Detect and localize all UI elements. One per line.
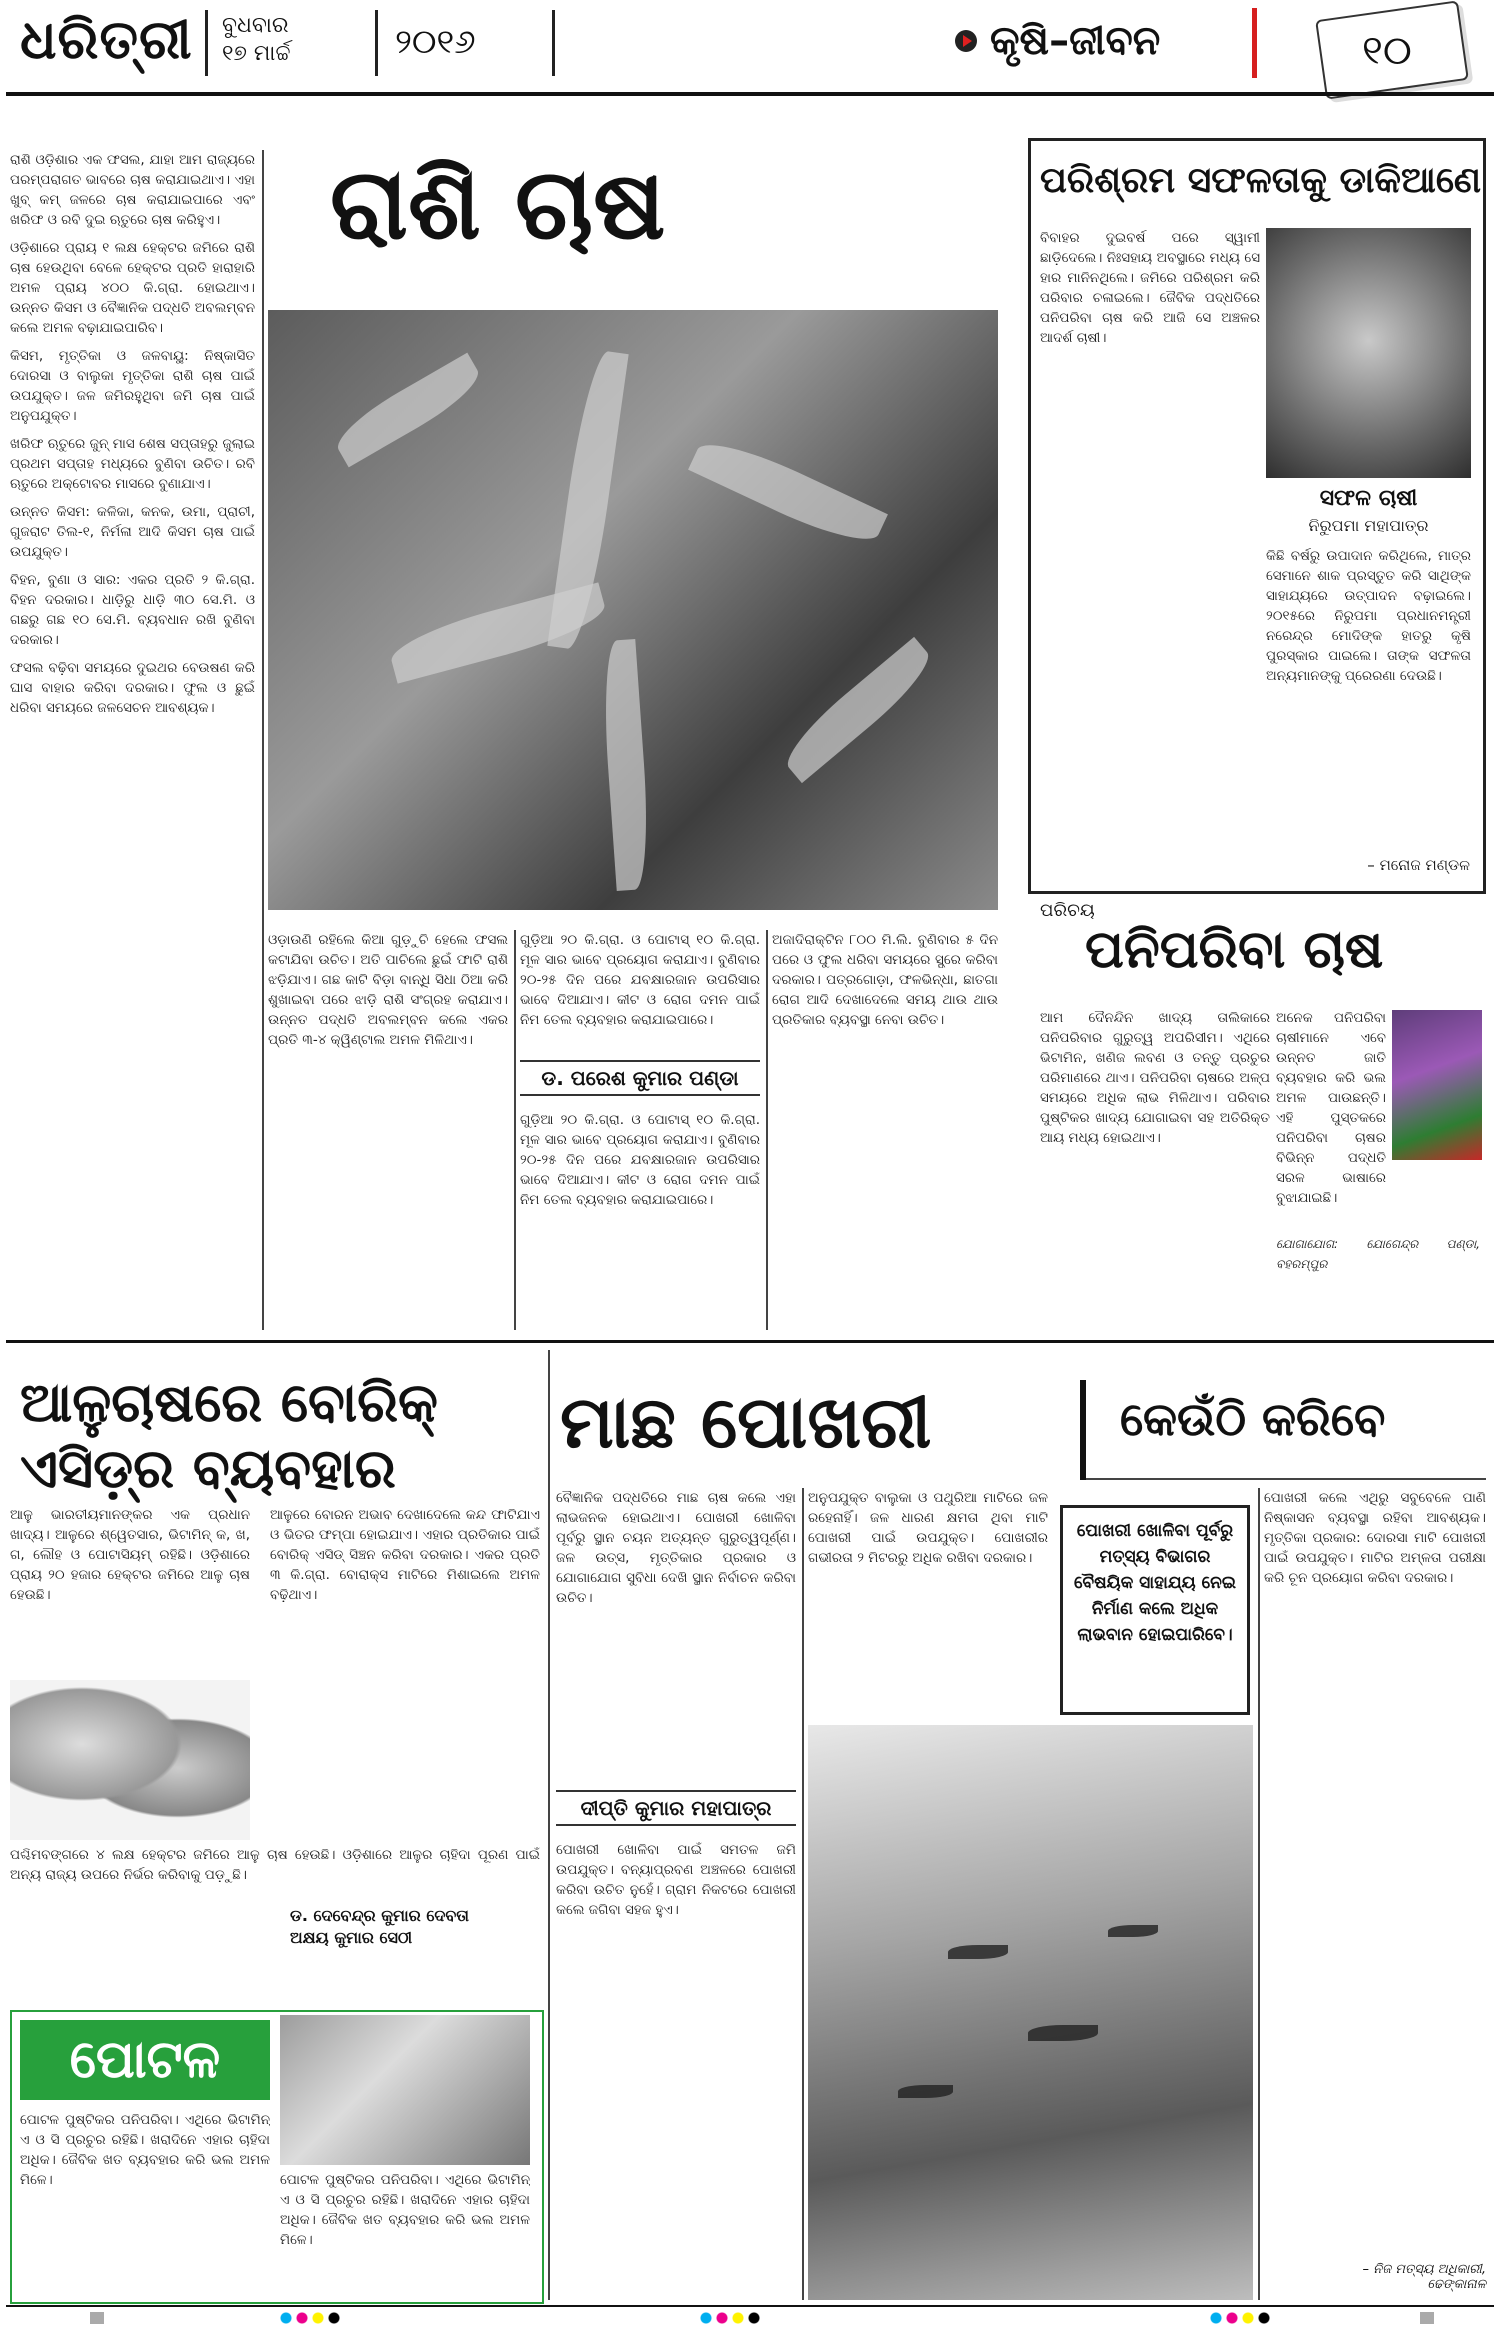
rashi-column-4 — [772, 930, 998, 1330]
parishrama-body-1 — [1040, 228, 1260, 698]
column-rule — [548, 1350, 550, 2300]
weekday: ବୁଧବାର — [222, 13, 289, 38]
column-rule — [514, 930, 516, 1330]
subtitle-rule — [1086, 1478, 1486, 1480]
registration-mark — [90, 2312, 104, 2324]
column-rule — [262, 150, 264, 1330]
paragraph: ଆଳୁ ଭାରତୀୟମାନଙ୍କର ଏକ ପ୍ରଧାନ ଖାଦ୍ୟ। ଆଳୁରେ ଶ୍ୱେତସାର, ଭିଟାମିନ୍ କ, ଖ, ଗ, ଲୌହ ଓ ପୋଟାସିୟମ୍ ରହିଛି। ଓଡ଼ିଶାରେ ପ୍ରାୟ ୨୦ ହଜାର ହେକ୍ଟର ଜମିରେ ଆଳୁ ଚାଷ ହେଉଛି। — [10, 1507, 250, 1603]
cmyk-mark — [280, 2312, 344, 2324]
potala-headline: ପୋଟଳ — [20, 2020, 270, 2100]
author-line-2: ଅକ୍ଷୟ କୁମାର ସେଠୀ — [290, 1928, 413, 1947]
cmyk-mark — [700, 2312, 764, 2324]
macha-column-1 — [556, 1488, 796, 1788]
author-line-1: ଡ. ଦେବେନ୍ଦ୍ର କୁମାର ଦେବତା — [290, 1906, 470, 1925]
section-rule — [6, 1340, 1494, 1343]
paragraph: କିଛି ବର୍ଷରୁ ଉପାଦାନ କରିଥିଲେ, ମାତ୍ର ସେମାନେ ଶାକ ପ୍ରସ୍ତୁତ କରି ସାଥିଙ୍କ ସାହାଯ୍ୟରେ ଉତ୍ପାଦନ ବଢ଼ାଇଲେ। ୨୦୧୫ରେ ନିରୁପମା ପ୍ରଧାନମନ୍ତ୍ରୀ ନରେନ୍ଦ୍ର ମୋଦିଙ୍କ ହାତରୁ କୃଷି ପୁରସ୍କାର ପାଇଲେ। ତାଙ୍କ ସଫଳତା ଅନ୍ୟମାନଙ୍କୁ ପ୍ରେରଣା ଦେଉଛି। — [1266, 548, 1471, 684]
pointed-gourd-photo — [280, 2015, 530, 2165]
rashi-headline: ରାଶି ଚାଷ — [330, 148, 666, 262]
paragraph: ପଶ୍ଚିମବଙ୍ଗରେ ୪ ଲକ୍ଷ ହେକ୍ଟର ଜମିରେ ଆଳୁ ଚାଷ ହେଉଛି। ଓଡ଼ିଶାରେ ଆଳୁର ଚାହିଦା ପୂରଣ ପାଇଁ ଅନ୍ୟ ରାଜ୍ୟ ଉପରେ ନିର୍ଭର କରିବାକୁ ପଡ଼ୁଛି। — [10, 1847, 540, 1883]
paragraph: ବୈଜ୍ଞାନିକ ପଦ୍ଧତିରେ ମାଛ ଚାଷ କଲେ ଏହା ଲାଭଜନକ ହୋଇଥାଏ। ପୋଖରୀ ଖୋଳିବା ପୂର୍ବରୁ ସ୍ଥାନ ଚୟନ ଅତ୍ୟନ୍ତ ଗୁରୁତ୍ୱପୂର୍ଣ୍ଣ। ଜଳ ଉତ୍ସ, ମୃତ୍ତିକାର ପ୍ରକାର ଓ ଯୋଗାଯୋଗ ସୁବିଧା ଦେଖି ସ୍ଥାନ ନିର୍ବାଚନ କରିବା ଉଚିତ। — [556, 1490, 796, 1606]
rashi-column-1 — [10, 150, 255, 1330]
registration-mark — [1420, 2312, 1434, 2324]
potala-body-2 — [280, 2170, 530, 2290]
headline-bar — [1080, 1380, 1086, 1480]
section-title: କୃଷି–ଜୀବନ — [990, 18, 1161, 64]
page-number: ୧୦ — [1362, 28, 1412, 74]
masthead-year: ୨୦୧୬ — [395, 22, 476, 62]
date: ୧୭ ମାର୍ଚ୍ଚ — [222, 41, 291, 66]
paragraph: ପୋଟଳ ପୁଷ୍ଟିକର ପନିପରିବା। ଏଥିରେ ଭିଟାମିନ୍ ଏ ଓ ସି ପ୍ରଚୁର ରହିଛି। ଖରାଦିନେ ଏହାର ଚାହିଦା ଅଧିକ। ଜୈବିକ ଖତ ବ୍ୟବହାର କରି ଭଲ ଅମଳ ମିଳେ। — [20, 2112, 270, 2188]
panipariba-headline: ପନିପରିବା ଚାଷ — [1085, 920, 1384, 980]
sign-line-2: ଢେଙ୍କାନାଳ — [1427, 2277, 1486, 2292]
paragraph: ବିବାହର ଦୁଇବର୍ଷ ପରେ ସ୍ୱାମୀ ଛାଡ଼ିଦେଲେ। ନିଃସହାୟ ଅବସ୍ଥାରେ ମଧ୍ୟ ସେ ହାର ମାନିନଥିଲେ। ଜମିରେ ପରିଶ୍ରମ କରି ପରିବାର ଚଳାଇଲେ। ଜୈବିକ ପଦ୍ଧତିରେ ପନିପରିବା ଚାଷ କରି ଆଜି ସେ ଅଞ୍ଚଳର ଆଦର୍ଶ ଚାଷୀ। — [1040, 230, 1260, 346]
alu-body-3 — [270, 1505, 540, 1835]
paragraph: ଗୁଡ଼ିଆ ୨୦ କି.ଗ୍ରା. ଓ ପୋଟାସ୍ ୧୦ କି.ଗ୍ରା. ମୂଳ ସାର ଭାବେ ପ୍ରୟୋଗ କରାଯାଏ। ବୁଣିବାର ୨୦-୨୫ ଦିନ ପରେ ଯବକ୍ଷାରଜାନ ଉପରିସାର ଭାବେ ଦିଆଯାଏ। କୀଟ ଓ ରୋଗ ଦମନ ପାଇଁ ନିମ ତେଲ ବ୍ୟବହାର କରାଯାଇପାରେ। — [520, 932, 760, 1028]
divider — [205, 10, 208, 76]
macha-column-3 — [1264, 1488, 1486, 2248]
cmyk-mark — [1210, 2312, 1274, 2324]
alu-headline-line-2: ଏସିଡ଼୍ର ବ୍ୟବହାର — [20, 1437, 396, 1500]
alu-body-1 — [10, 1505, 250, 1675]
macha-subtitle: କେଉଁଠି କରିବେ — [1120, 1392, 1386, 1446]
potala-body — [20, 2110, 270, 2290]
parishrama-headline: ପରିଶ୍ରମ ସଫଳତାକୁ ଡାକିଆଣେ — [1040, 160, 1482, 201]
rashi-column-3b — [520, 1110, 760, 1330]
parishrama-body-2 — [1266, 546, 1471, 846]
fish-pond-photo — [808, 1725, 1253, 2300]
farmer-portrait-photo — [1266, 228, 1471, 478]
paragraph: ଫସଲ ବଢ଼ିବା ସମୟରେ ଦୁଇଥର ବେଉଷଣ କରି ଘାସ ବାହାର କରିବା ଦରକାର। ଫୁଲ ଓ ଛୁଇଁ ଧରିବା ସମୟରେ ଜଳସେଚନ ଆବଶ୍ୟକ। — [10, 660, 255, 716]
divider — [375, 10, 378, 76]
paragraph: ପୋଟଳ ପୁଷ୍ଟିକର ପନିପରିବା। ଏଥିରେ ଭିଟାମିନ୍ ଏ ଓ ସି ପ୍ରଚୁର ରହିଛି। ଖରାଦିନେ ଏହାର ଚାହିଦା ଅଧିକ। ଜୈବିକ ଖତ ବ୍ୟବହାର କରି ଭଲ ଅମଳ ମିଳେ। — [280, 2172, 530, 2248]
photo-caption: ସଫଳ ଚାଷୀ — [1319, 486, 1418, 511]
alu-headline — [20, 1370, 438, 1502]
paragraph: ଆଳୁରେ ବୋରନ ଅଭାବ ଦେଖାଦେଲେ କନ୍ଦ ଫାଟିଯାଏ ଓ ଭିତର ଫମ୍ପା ହୋଇଯାଏ। ଏହାର ପ୍ରତିକାର ପାଇଁ ବୋରିକ୍ ଏସିଡ୍ ସିଞ୍ଚନ କରିବା ଦରକାର। ଏକର ପ୍ରତି ୩ କି.ଗ୍ରା. ବୋରାକ୍ସ ମାଟିରେ ମିଶାଇଲେ ଅମଳ ବଢ଼ିଥାଏ। — [270, 1507, 540, 1603]
potatoes-photo — [10, 1680, 250, 1840]
panipariba-kicker: ପରିଚୟ — [1040, 900, 1095, 921]
vegetables-book-cover — [1392, 1010, 1482, 1160]
rashi-author: ଡ. ପରେଶ କୁମାର ପଣ୍ଡା — [520, 1060, 760, 1096]
paragraph: ଓଡ଼ାଉଣି ରହିଲେ କିଆ ଗୁଡ଼ୁଚି ହେଲେ ଫସଲ କଟାଯିବା ଉଚିତ। ଅତି ପାଚିଲେ ଛୁଇଁ ଫାଟି ରାଶି ଝଡ଼ିଯାଏ। ଗଛ କାଟି ବିଡ଼ା ବାନ୍ଧି ସିଧା ଠିଆ କରି ଶୁଖାଇବା ପରେ ଝାଡ଼ି ରାଶି ସଂଗ୍ରହ କରାଯାଏ। ଉନ୍ନତ ପଦ୍ଧତି ଅବଲମ୍ବନ କଲେ ଏକର ପ୍ରତି ୩-୪ କ୍ୱିଣ୍ଟାଲ ଅମଳ ମିଳିଥାଏ। — [268, 932, 508, 1048]
paragraph: ଅନୁପଯୁକ୍ତ ବାଲୁକା ଓ ପଥୁରିଆ ମାଟିରେ ଜଳ ରହେନାହିଁ। ଜଳ ଧାରଣ କ୍ଷମତା ଥିବା ମାଟି ପୋଖରୀ ପାଇଁ ଉପଯୁକ୍ତ। ପୋଖରୀର ଗଭୀରତା ୨ ମିଟରରୁ ଅଧିକ ରଖିବା ଦରକାର। — [808, 1490, 1048, 1566]
paragraph: ଅଜାଦିରାକ୍ଟିନ ୮୦୦ ମି.ଲି. ବୁଣିବାର ୫ ଦିନ ପରେ ଓ ଫୁଲ ଧରିବା ସମୟରେ ସ୍ପ୍ରେ କରିବା ଦରକାର। ପତ୍ରଗୋଡ଼ା, ଫଳଭିନ୍ଧା, ଛାତଗା ରୋଗ ଆଦି ଦେଖାଦେଲେ ସମୟ ଥାଉ ଥାଉ ପ୍ରତିକାର ବ୍ୟବସ୍ଥା ନେବା ଉଚିତ। — [772, 932, 998, 1028]
accent-bar — [1252, 8, 1257, 78]
alu-author — [290, 1905, 540, 1949]
paragraph: ଓଡ଼ିଶାରେ ପ୍ରାୟ ୧ ଲକ୍ଷ ହେକ୍ଟର ଜମିରେ ରାଶି ଚାଷ ହେଉଥିବା ବେଳେ ହେକ୍ଟର ପ୍ରତି ହାରାହାରି ଅମଳ ପ୍ରାୟ ୪୦୦ କି.ଗ୍ରା. ହୋଇଥାଏ। ଉନ୍ନତ କିସମ ଓ ବୈଜ୍ଞାନିକ ପଦ୍ଧତି ଅବଲମ୍ବନ କଲେ ଅମଳ ବଢ଼ାଯାଇପାରିବ। — [10, 240, 255, 336]
macha-sign — [1290, 2262, 1486, 2292]
paragraph: ଆମ ଦୈନନ୍ଦିନ ଖାଦ୍ୟ ତାଲିକାରେ ପନିପରିବାର ଗୁରୁତ୍ୱ ଅପରିସୀମ। ଏଥିରେ ଭିଟାମିନ, ଖଣିଜ ଲବଣ ଓ ତନ୍ତୁ ପ୍ରଚୁର ପରିମାଣରେ ଥାଏ। ପନିପରିବା ଚାଷରେ ଅଳ୍ପ ସମୟରେ ଅଧିକ ଲାଭ ମିଳିଥାଏ। ପରିବାର ପୁଷ୍ଟିକର ଖାଦ୍ୟ ଯୋଗାଇବା ସହ ଅତିରିକ୍ତ ଆୟ ମଧ୍ୟ ହୋଇଥାଏ। — [1040, 1010, 1270, 1146]
rashi-column-2 — [268, 930, 508, 1330]
play-icon — [955, 30, 977, 52]
panipariba-body-1 — [1040, 1008, 1270, 1328]
macha-column-1b — [556, 1840, 796, 2300]
column-rule — [766, 930, 768, 1330]
paragraph: ଖରିଫ ଋତୁରେ ଜୁନ୍ ମାସ ଶେଷ ସପ୍ତାହରୁ ଜୁଲାଇ ପ୍ରଥମ ସପ୍ତାହ ମଧ୍ୟରେ ବୁଣିବା ଉଚିତ। ରବି ଋତୁରେ ଅକ୍ଟୋବର ମାସରେ ବୁଣାଯାଏ। — [10, 436, 255, 492]
top-rule — [6, 92, 1494, 96]
macha-author: ଦୀପ୍ତି କୁମାର ମହାପାତ୍ର — [556, 1790, 796, 1826]
parishrama-author: – ମନୋଜ ମଣ୍ଡଳ — [1367, 856, 1470, 874]
masthead-date — [222, 12, 291, 68]
paragraph: ପୋଖରୀ ଖୋଳିବା ପାଇଁ ସମତଳ ଜମି ଉପଯୁକ୍ତ। ବନ୍ୟାପ୍ରବଣ ଅଞ୍ଚଳରେ ପୋଖରୀ କରିବା ଉଚିତ ନୁହେଁ। ଗ୍ରାମ ନିକଟରେ ପୋଖରୀ କଲେ ଜଗିବା ସହଜ ହୁଏ। — [556, 1842, 796, 1918]
paragraph: ଉନ୍ନତ କିସମ: କଳିକା, କନକ, ଉମା, ପ୍ରାଚୀ, ଗୁଜରାଟ ତିଲ-୧, ନିର୍ମଳା ଆଦି କିସମ ଚାଷ ପାଇଁ ଉପଯୁକ୍ତ। — [10, 504, 255, 560]
masthead-logo: ଧରିତ୍ରୀ — [20, 8, 193, 71]
panipariba-contact — [1276, 1234, 1480, 1294]
paragraph: ବିହନ, ବୁଣା ଓ ସାର: ଏକର ପ୍ରତି ୨ କି.ଗ୍ରା. ବିହନ ଦରକାର। ଧାଡ଼ିରୁ ଧାଡ଼ି ୩୦ ସେ.ମି. ଓ ଗଛରୁ ଗଛ ୧୦ ସେ.ମି. ବ୍ୟବଧାନ ରଖି ବୁଣିବା ଦରକାର। — [10, 572, 255, 648]
rashi-column-3 — [520, 930, 760, 1050]
sesame-plant-photo — [268, 310, 998, 910]
sign-line-1: – ନିଜ ମତ୍ସ୍ୟ ଅଧିକାରୀ, — [1362, 2262, 1486, 2277]
panipariba-body-2 — [1276, 1008, 1386, 1228]
paragraph: କିସମ, ମୃତ୍ତିକା ଓ ଜଳବାୟୁ: ନିଷ୍କାସିତ ଦୋରସା ଓ ବାଲୁକା ମୃତ୍ତିକା ରାଶି ଚାଷ ପାଇଁ ଉପଯୁକ୍ତ। ଜଳ ଜମିରହୁଥିବା ଜମି ଚାଷ ପାଇଁ ଅନୁପଯୁକ୍ତ। — [10, 348, 255, 424]
bottom-rule — [6, 2305, 1494, 2307]
paragraph: ଅନେକ ପନିପରିବା ଚାଷୀମାନେ ଏବେ ଉନ୍ନତ ଜାତି ବ୍ୟବହାର କରି ଭଲ ଅମଳ ପାଉଛନ୍ତି। ଏହି ପୁସ୍ତକରେ ପନିପରିବା ଚାଷର ବିଭିନ୍ନ ପଦ୍ଧତି ସରଳ ଭାଷାରେ ବୁଝାଯାଇଛି। — [1276, 1010, 1386, 1206]
paragraph: ରାଶି ଓଡ଼ିଶାର ଏକ ଫସଲ, ଯାହା ଆମ ରାଜ୍ୟରେ ପରମ୍ପରାଗତ ଭାବରେ ଚାଷ କରାଯାଇଥାଏ। ଏହା ଖୁବ୍ କମ୍ ଜଳରେ ଚାଷ କରାଯାଇପାରେ ଏବଂ ଖରିଫ ଓ ରବି ଦୁଇ ଋତୁରେ ଚାଷ କରିହୁଏ। — [10, 152, 255, 228]
photo-name: ନିରୁପମା ମହାପାତ୍ର — [1308, 516, 1429, 535]
paragraph: ଗୁଡ଼ିଆ ୨୦ କି.ଗ୍ରା. ଓ ପୋଟାସ୍ ୧୦ କି.ଗ୍ରା. ମୂଳ ସାର ଭାବେ ପ୍ରୟୋଗ କରାଯାଏ। ବୁଣିବାର ୨୦-୨୫ ଦିନ ପରେ ଯବକ୍ଷାରଜାନ ଉପରିସାର ଭାବେ ଦିଆଯାଏ। କୀଟ ଓ ରୋଗ ଦମନ ପାଇଁ ନିମ ତେଲ ବ୍ୟବହାର କରାଯାଇପାରେ। — [520, 1112, 760, 1208]
macha-highlight-box: ପୋଖରୀ ଖୋଳିବା ପୂର୍ବରୁ ମତ୍ସ୍ୟ ବିଭାଗର ବୈଷୟିକ ସାହାଯ୍ୟ ନେଇ ନିର୍ମାଣ କଲେ ଅଧିକ ଲାଭବାନ ହୋଇପାରିବେ। — [1060, 1505, 1250, 1715]
paragraph: ପୋଖରୀ କଲେ ଏଥିରୁ ସବୁବେଳେ ପାଣି ନିଷ୍କାସନ ବ୍ୟବସ୍ଥା ରହିବା ଆବଶ୍ୟକ। ମୃତ୍ତିକା ପ୍ରକାର: ଦୋରସା ମାଟି ପୋଖରୀ ପାଇଁ ଉପଯୁକ୍ତ। ମାଟିର ଅମ୍ଳତା ପରୀକ୍ଷା କରି ଚୂନ ପ୍ରୟୋଗ କରିବା ଦରକାର। — [1264, 1490, 1486, 1586]
macha-column-2 — [808, 1488, 1048, 1718]
paragraph: ଯୋଗାଯୋଗ: ଯୋଗେନ୍ଦ୍ର ପଣ୍ଡା, ବହରମ୍ପୁର — [1276, 1237, 1480, 1271]
column-rule — [802, 1488, 804, 2300]
alu-headline-line-1: ଆଳୁଚାଷରେ ବୋରିକ୍ — [20, 1371, 438, 1434]
macha-headline: ମାଛ ପୋଖରୀ — [560, 1380, 932, 1464]
divider — [552, 10, 555, 76]
column-rule — [1258, 1488, 1260, 2300]
